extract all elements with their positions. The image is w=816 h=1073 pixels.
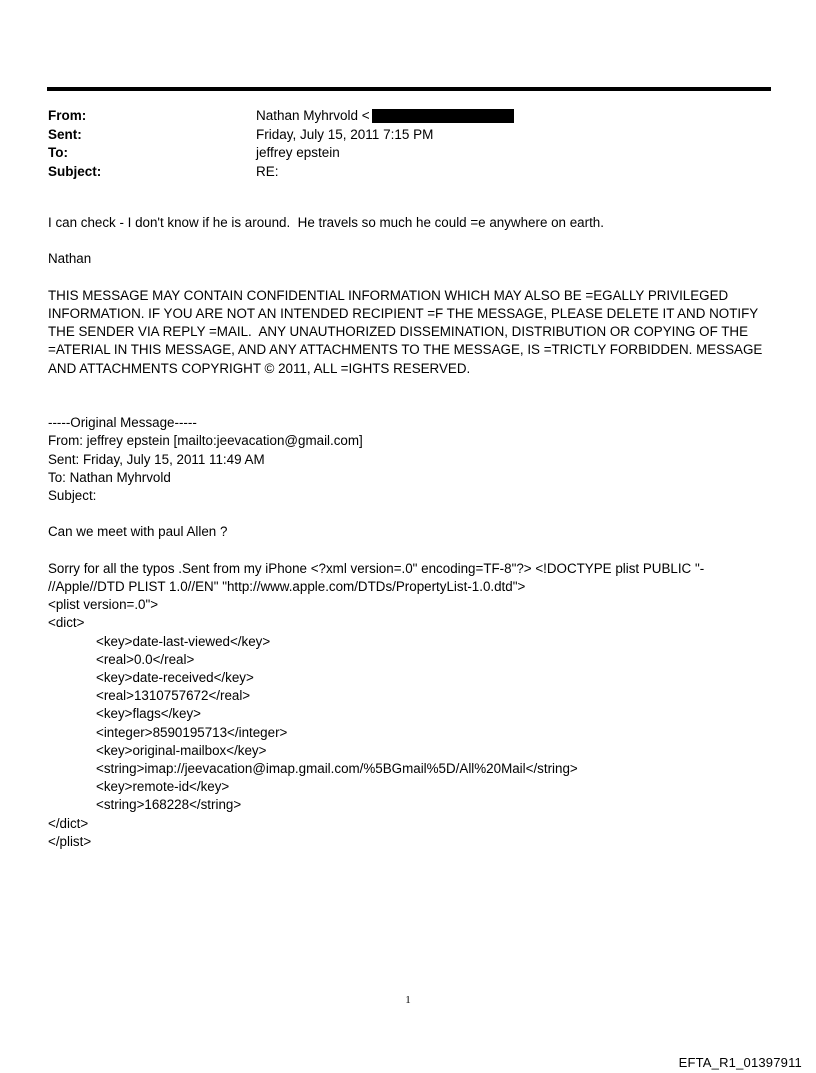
plist-entry: <key>date-last-viewed</key>	[96, 633, 271, 649]
plist-entry: <integer>8590195713</integer>	[96, 724, 288, 740]
dict-open-tag: <dict>	[48, 615, 85, 631]
plist-entry: <real>1310757672</real>	[96, 688, 251, 704]
subject-label: Subject:	[48, 163, 102, 179]
to-row	[48, 144, 768, 163]
original-message-divider: -----Original Message-----	[48, 415, 197, 431]
page-number: 1	[405, 994, 411, 1006]
from-value: Nathan Myhrvold <	[256, 108, 370, 123]
confidentiality-disclaimer: THIS MESSAGE MAY CONTAIN CONFIDENTIAL INFORMATION WHICH MAY ALSO BE =EGALLY PRIVILEGED INFORMATION. IF YOU ARE NOT AN INTENDED RECIPIENT =F THE MESSAGE, PLEASE DELETE IT AND NOTIFY THE SENDER VIA REPLY =MAIL. ANY UNAUTHORIZED DISSEMINATION, DISTRIBUTION OR COPYING OF THE =ATERIAL IN THIS MESSAGE, AND ANY ATTACHMENTS TO THE MESSAGE, IS =TRICTLY FORBIDDEN. MESSAGE AND ATTACHMENTS COPYRIGHT © 2011, ALL =IGHTS RESERVED.	[48, 287, 766, 376]
to-label: To:	[48, 145, 68, 160]
document-id: EFTA_R1_01397911	[678, 1055, 802, 1070]
original-subject-line: Subject:	[48, 488, 97, 503]
original-to-line: To: Nathan Myhrvold	[48, 469, 171, 485]
iphone-footer-line-1: Sorry for all the typos .Sent from my iPhone <?xml version=.0" encoding=TF-8"?> <!DOCTYPE plist PUBLIC "-	[48, 560, 705, 576]
original-message-text: Can we meet with paul Allen ?	[48, 524, 228, 540]
subject-row	[48, 163, 768, 182]
redaction-block	[372, 109, 514, 123]
email-header	[48, 107, 768, 181]
sent-value: Friday, July 15, 2011 7:15 PM	[256, 126, 434, 142]
iphone-footer-line-2: //Apple//DTD PLIST 1.0//EN" "http://www.apple.com/DTDs/PropertyList-1.0.dtd">	[48, 578, 526, 594]
signature: Nathan	[48, 251, 92, 267]
original-from-line: From: jeffrey epstein [mailto:jeevacation@gmail.com]	[48, 433, 363, 449]
plist-close-tag: </plist>	[48, 833, 92, 849]
header-divider-rule	[47, 87, 771, 91]
sent-row	[48, 126, 768, 145]
plist-entry: <key>original-mailbox</key>	[96, 742, 267, 758]
from-label: From:	[48, 108, 87, 123]
sent-label: Sent:	[48, 126, 82, 142]
dict-close-tag: </dict>	[48, 815, 89, 831]
original-sent-line: Sent: Friday, July 15, 2011 11:49 AM	[48, 451, 265, 467]
email-body	[48, 214, 772, 851]
plist-entry: <key>remote-id</key>	[96, 779, 230, 795]
plist-entry: <string>imap://jeevacation@imap.gmail.com/%5BGmail%5D/All%20Mail</string>	[96, 761, 578, 777]
plist-entry: <string>168228</string>	[96, 797, 242, 813]
subject-value: RE:	[256, 163, 279, 179]
plist-entry: <real>0.0</real>	[96, 651, 195, 667]
plist-entry: <key>flags</key>	[96, 706, 201, 722]
to-value: jeffrey epstein	[256, 145, 340, 160]
from-value-wrap	[256, 107, 514, 126]
from-row	[48, 107, 768, 126]
reply-text: I can check - I don't know if he is around. He travels so much he could =e anywhere on earth.	[48, 215, 604, 230]
plist-entry: <key>date-received</key>	[96, 670, 254, 685]
plist-open-tag: <plist version=.0">	[48, 597, 159, 613]
